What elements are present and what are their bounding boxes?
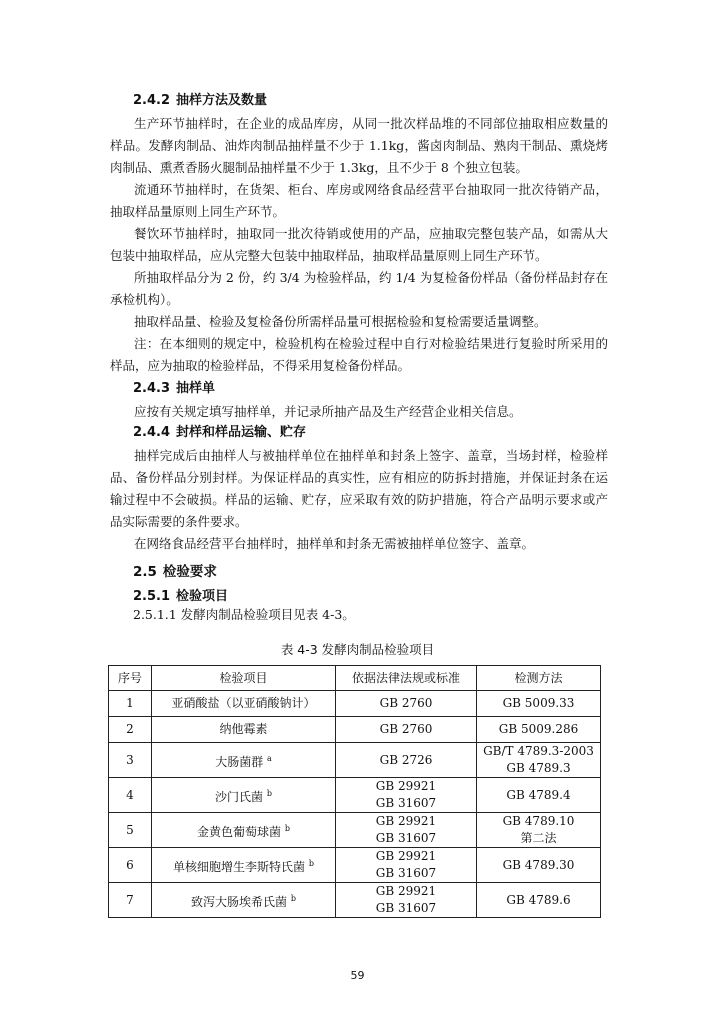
section-title: 检验要求 (162, 564, 217, 580)
inspection-item-cell (152, 848, 336, 883)
page-number: 59 (350, 969, 365, 982)
section-title: 抽样方法及数量 (176, 93, 268, 108)
header-cell: 检测方法 (477, 666, 601, 691)
method-cell (477, 813, 601, 848)
basis-cell (336, 743, 477, 778)
paragraph-note: 注：在本细则的规定中，检验机构在检验过程中自行对检验结果进行复验时所采用的样品，应为抽取的检验样品，不得采用复检备份样品。 (110, 336, 608, 373)
basis-standard: GB 29921 (375, 814, 437, 828)
inspection-item-cell (152, 691, 336, 717)
section-heading-2-4-2 (133, 92, 267, 110)
table-row (109, 691, 601, 717)
inspection-item-cell (152, 778, 336, 813)
table-row (109, 813, 601, 848)
test-method: GB 5009.286 (498, 722, 579, 736)
inspection-item: 亚硝酸盐（以亚硝酸钠计） (171, 696, 316, 710)
table-row (109, 717, 601, 743)
section-number: 2.4.4 (133, 425, 171, 440)
section-heading-2-4-4 (133, 424, 306, 442)
paragraph-circulation-sampling: 流通环节抽样时，在货架、柜台、库房或网络食品经营平台抽取同一批次待销产品，抽取样品量原则上同生产环节。 (110, 182, 608, 219)
basis-standard: GB 31607 (375, 901, 437, 915)
inspection-item: 致泻大肠埃希氏菌 (191, 894, 288, 909)
method-cell (477, 717, 601, 743)
paragraph-catering-sampling: 餐饮环节抽样时，抽取同一批次待销或使用的产品，应抽取完整包装产品，如需从大包装中抽取样品，应从完整大包装中抽取样品，抽取样品量原则上同生产环节。 (110, 226, 608, 263)
basis-standard: GB 31607 (375, 796, 437, 810)
inspection-item-cell (152, 743, 336, 778)
section-number: 2.5 (133, 564, 157, 580)
basis-cell (336, 691, 477, 717)
section-title: 检验项目 (176, 589, 229, 604)
inspection-item-cell (152, 813, 336, 848)
method-cell (477, 848, 601, 883)
footnote-marker: b (284, 823, 290, 833)
row-number-cell (109, 883, 152, 918)
test-method: GB 4789.6 (506, 892, 571, 907)
test-method: GB/T 4789.3-2003 (483, 744, 594, 758)
table-row (109, 883, 601, 918)
section-heading-2-4-3 (133, 380, 215, 398)
method-cell (477, 743, 601, 778)
table-row (109, 848, 601, 883)
row-number-cell (109, 691, 152, 717)
method-cell (477, 883, 601, 918)
test-method: GB 4789.10 (502, 814, 575, 828)
section-number: 2.5.1 (133, 589, 171, 604)
inspection-items-table (108, 665, 601, 918)
row-number: 5 (126, 822, 134, 837)
table-caption: 表 4-3 发酵肉制品检验项目 (280, 642, 435, 657)
method-cell (477, 778, 601, 813)
basis-cell (336, 717, 477, 743)
header-cell: 检验项目 (152, 666, 336, 691)
inspection-item-cell (152, 883, 336, 918)
row-number: 3 (126, 752, 134, 767)
basis-standard: GB 2726 (379, 752, 433, 767)
paragraph-table-reference: 2.5.1.1 发酵肉制品检验项目见表 4-3。 (133, 607, 355, 622)
basis-standard: GB 31607 (375, 866, 437, 880)
row-number-cell (109, 848, 152, 883)
header-cell: 依据法律法规或标准 (336, 666, 477, 691)
paragraph-sample-adjust: 抽取样品量、检验及复检备份所需样品量可根据检验和复检需要适量调整。 (134, 314, 547, 329)
basis-standard: GB 29921 (375, 884, 437, 898)
section-title: 抽样单 (176, 381, 216, 396)
basis-standard: GB 31607 (375, 831, 437, 845)
section-number: 2.4.2 (133, 93, 171, 108)
row-number: 7 (126, 892, 134, 907)
inspection-item: 单核细胞增生李斯特氏菌 (173, 859, 306, 874)
test-method: GB 4789.4 (506, 787, 571, 802)
header-cell: 序号 (109, 666, 152, 691)
test-method: GB 4789.3 (506, 761, 571, 775)
basis-standard: GB 2760 (379, 722, 433, 736)
section-number: 2.4.3 (133, 381, 171, 396)
row-number-cell (109, 717, 152, 743)
table-header-row (109, 666, 601, 691)
row-number: 6 (126, 857, 134, 872)
basis-standard: GB 2760 (379, 696, 433, 710)
table-row (109, 778, 601, 813)
basis-cell (336, 883, 477, 918)
basis-standard: GB 29921 (375, 849, 437, 863)
inspection-item: 金黄色葡萄球菌 (197, 824, 282, 839)
inspection-item: 大肠菌群 (215, 754, 264, 769)
test-method: GB 5009.33 (502, 696, 575, 710)
basis-cell (336, 848, 477, 883)
paragraph-sealing: 抽样完成后由抽样人与被抽样单位在抽样单和封条上签字、盖章，当场封样，检验样品、备份样品分别封样。为保证样品的真实性，应有相应的防拆封措施，并保证封条在运输过程中不会破损。样品的运输、贮存，应采取有效的防护措施，符合产品明示要求或产品实际需要的条件要求。 (110, 448, 608, 529)
footnote-marker: b (266, 788, 272, 798)
inspection-item: 纳他霉素 (219, 722, 268, 736)
section-title: 封样和样品运输、贮存 (176, 425, 307, 440)
footnote-marker: a (267, 753, 272, 763)
row-number-cell (109, 778, 152, 813)
paragraph-production-sampling: 生产环节抽样时，在企业的成品库房，从同一批次样品堆的不同部位抽取相应数量的样品。发酵肉制品、油炸肉制品抽样量不少于 1.1kg，酱卤肉制品、熟肉干制品、熏烧烤肉制品、熏煮香肠火腿制品抽样量不少于 1.3kg，且不少于 8 个独立包装。 (110, 116, 608, 175)
paragraph-sample-split: 所抽取样品分为 2 份，约 3/4 为检验样品，约 1/4 为复检备份样品（备份样品封存在承检机构）。 (110, 270, 608, 307)
footnote-marker: b (308, 858, 314, 868)
basis-cell (336, 813, 477, 848)
paragraph-online-sampling: 在网络食品经营平台抽样时，抽样单和封条无需被抽样单位签字、盖章。 (134, 536, 535, 551)
test-method: GB 4789.30 (502, 857, 575, 872)
paragraph-sampling-form: 应按有关规定填写抽样单，并记录所抽产品及生产经营企业相关信息。 (134, 404, 522, 419)
footnote-marker: b (290, 893, 296, 903)
row-number: 4 (126, 787, 134, 802)
basis-standard: GB 29921 (375, 779, 437, 793)
basis-cell (336, 778, 477, 813)
inspection-item: 沙门氏菌 (215, 789, 264, 804)
test-method: 第二法 (520, 831, 557, 845)
method-cell (477, 691, 601, 717)
inspection-item-cell (152, 717, 336, 743)
row-number-cell (109, 813, 152, 848)
row-number: 1 (126, 696, 134, 710)
table-row (109, 743, 601, 778)
row-number: 2 (126, 722, 134, 736)
row-number-cell (109, 743, 152, 778)
section-heading-2-5 (133, 563, 217, 581)
